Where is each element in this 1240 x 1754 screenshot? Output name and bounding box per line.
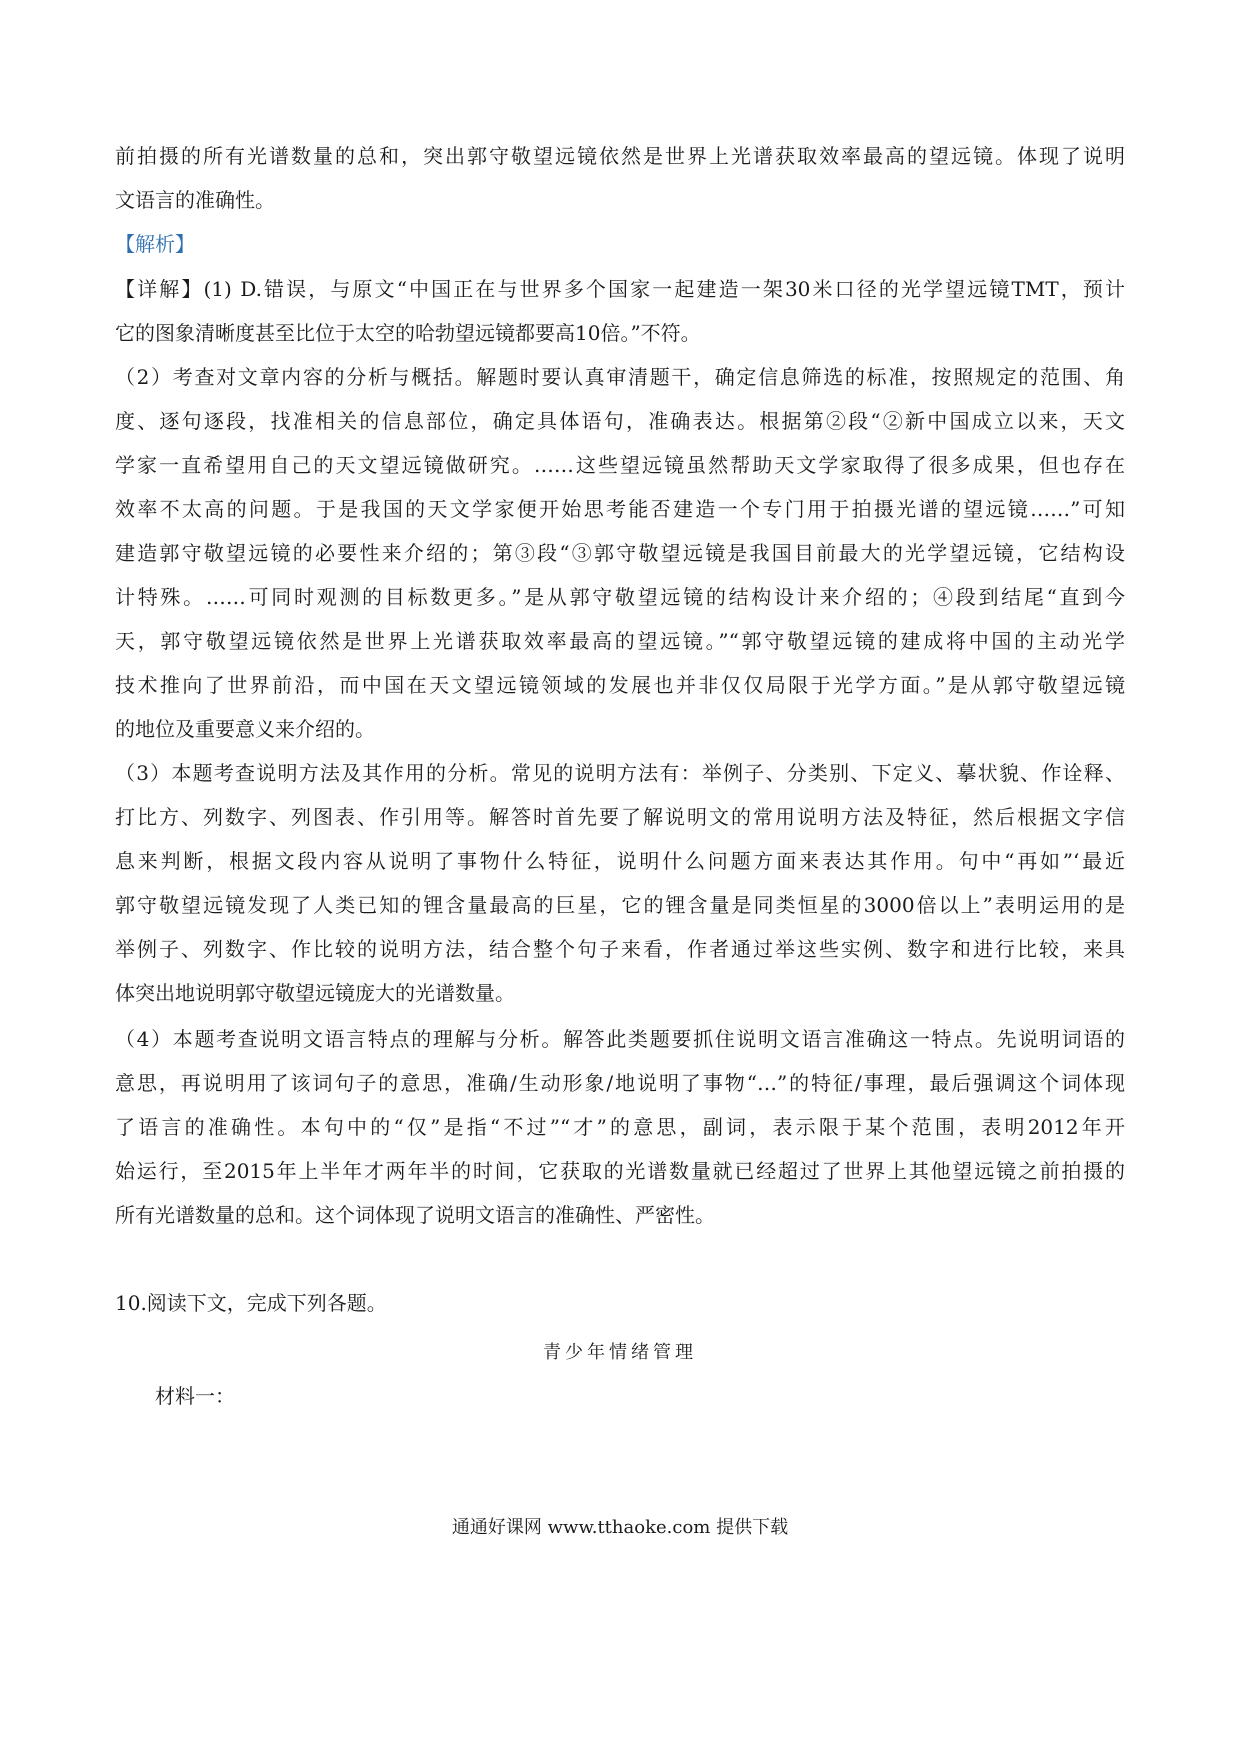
text-line: 郭守敬望远镜发现了人类已知的锂含量最高的巨星，它的锂含量是同类恒星的3000倍以上”表明运用的是 [115,893,1125,917]
text-line: 天，郭守敬望远镜依然是世界上光谱获取效率最高的望远镜。”“郭守敬望远镜的建成将中国的主动光学 [115,629,1125,653]
text-line: 度、逐句逐段，找准相关的信息部位，确定具体语句，准确表达。根据第②段“②新中国成立以来，天文 [115,409,1125,433]
text-line: （2）考查对文章内容的分析与概括。解题时要认真审清题干，确定信息筛选的标准，按照规定的范围、角 [115,365,1125,389]
page-footer: 通通好课网 www.tthaoke.com 提供下载 [451,1517,789,1538]
text-line: 【详解】(1) D.错误，与原文“中国正在与世界多个国家一起建造一架30米口径的光学望远镜TMT，预计 [115,277,1125,301]
article-title: 青少年情绪管理 [543,1342,697,1363]
text-line: 学家一直希望用自己的天文望远镜做研究。……这些望远镜虽然帮助天文学家取得了很多成果，但也存在 [115,453,1125,477]
text-line: 始运行，至2015年上半年才两年半的时间，它获取的光谱数量就已经超过了世界上其他望远镜之前拍摄的 [115,1159,1125,1183]
text-line: 打比方、列数字、列图表、作引用等。解答时首先要了解说明文的常用说明方法及特征，然后根据文字信 [115,805,1125,829]
text-line: 的地位及重要意义来介绍的。 [115,717,375,741]
text-line: 举例子、列数字、作比较的说明方法，结合整个句子来看，作者通过举这些实例、数字和进行比较，来具 [115,937,1125,961]
text-line: 息来判断，根据文段内容从说明了事物什么特征，说明什么问题方面来表达其作用。句中“再如”‘最近 [115,849,1125,873]
analysis-label: 【解析】 [115,232,195,256]
text-line: 技术推向了世界前沿，而中国在天文望远镜领域的发展也并非仅仅局限于光学方面。”是从郭守敬望远镜 [115,673,1125,697]
question-heading: 10.阅读下文，完成下列各题。 [115,1291,387,1315]
text-line: 计特殊。……可同时观测的目标数更多。”是从郭守敬望远镜的结构设计来介绍的；④段到结尾“直到今 [115,585,1125,609]
text-line: 所有光谱数量的总和。这个词体现了说明文语言的准确性、严密性。 [115,1203,715,1227]
text-line: 意思，再说明用了该词句子的意思，准确/生动形象/地说明了事物“…”的特征/事理，最后强调这个词体现 [115,1071,1125,1095]
text-line: （4）本题考查说明文语言特点的理解与分析。解答此类题要抓住说明文语言准确这一特点。先说明词语的 [115,1027,1125,1051]
text-line: 前拍摄的所有光谱数量的总和，突出郭守敬望远镜依然是世界上光谱获取效率最高的望远镜。体现了说明 [115,144,1125,168]
text-line: 了语言的准确性。本句中的“仅”是指“不过”“才”的意思，副词，表示限于某个范围，表明2012年开 [115,1115,1125,1139]
text-line: 体突出地说明郭守敬望远镜庞大的光谱数量。 [115,981,515,1005]
material-label: 材料一： [155,1384,235,1408]
text-line: 效率不太高的问题。于是我国的天文学家便开始思考能否建造一个专门用于拍摄光谱的望远镜……”可知 [115,497,1125,521]
text-line: 建造郭守敬望远镜的必要性来介绍的；第③段“③郭守敬望远镜是我国目前最大的光学望远镜，它结构设 [115,541,1125,565]
text-line: 文语言的准确性。 [115,188,275,212]
text-line: （3）本题考查说明方法及其作用的分析。常见的说明方法有：举例子、分类别、下定义、摹状貌、作诠释、 [115,761,1125,785]
text-line: 它的图象清晰度甚至比位于太空的哈勃望远镜都要高10倍。”不符。 [115,321,701,345]
